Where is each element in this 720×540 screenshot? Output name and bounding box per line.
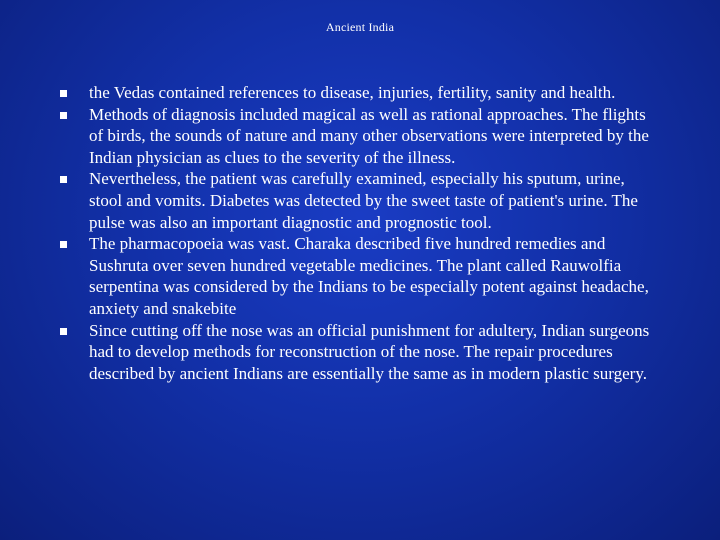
bullet-item-vedas [60,82,660,104]
square-bullet-icon [60,241,67,248]
square-bullet-icon [60,90,67,97]
bullet-item-surgery [60,320,660,385]
square-bullet-icon [60,328,67,335]
bullet-item-examination [60,168,660,233]
bullet-item-pharmacopoeia [60,233,660,319]
bullet-list [60,82,660,384]
bullet-text: Since cutting off the nose was an official punishment for adultery, Indian surgeons had to develop methods for reconstruction of the nose. The repair procedures described by ancient Indians are essentially the same as in modern plastic surgery. [89,320,650,383]
slide-title: Ancient India [325,20,395,34]
bullet-text: Methods of diagnosis included magical as well as rational approaches. The flights of birds, the sounds of nature and many other observations were interpreted by the Indian physician as clues to the severity of the illness. [89,104,649,167]
bullet-text: Nevertheless, the patient was carefully examined, especially his sputum, urine, stool and vomits. Diabetes was detected by the sweet taste of patient's urine. The pulse was also an important diagnostic and prognostic tool. [89,169,638,232]
bullet-item-diagnosis [60,104,660,169]
bullet-text: The pharmacopoeia was vast. Charaka described five hundred remedies and Sushruta over seven hundred vegetable medicines. The plant called Rauwolfia serpentina was considered by the Indians to be especially potent against headache, anxiety and snakebite [89,234,649,318]
bullet-text: the Vedas contained references to disease, injuries, fertility, sanity and health. [89,83,616,102]
square-bullet-icon [60,112,67,119]
square-bullet-icon [60,176,67,183]
